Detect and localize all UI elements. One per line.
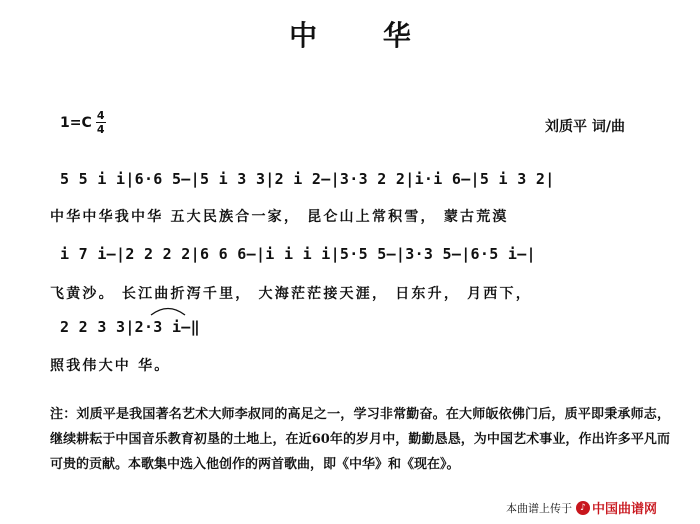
- song-title: 中 华: [289, 19, 439, 52]
- time-signature: [96, 110, 106, 135]
- key-signature: [60, 110, 106, 135]
- site-logo-text: 中国曲谱网: [592, 502, 658, 517]
- logo-icon: ♪: [576, 501, 590, 515]
- upload-credit: [506, 498, 657, 517]
- key-label: 1=C: [60, 114, 92, 131]
- lyrics-line-1: 中华中华我中华 五大民族合一家， 昆仑山上常积雪， 蒙古荒漠: [50, 209, 509, 225]
- author-credit: 刘质平 词/曲: [545, 119, 625, 135]
- notation-line-2: i 7 i—|2 2 2 2|6 6 6—|i i i i|5·5 5—|3·3 5—|6·5 i—|: [60, 245, 536, 263]
- upload-label: 本曲谱上传于: [506, 501, 572, 515]
- site-logo[interactable]: [576, 498, 657, 517]
- notation-line-3: 2 2 3 3|2·3 i—‖: [60, 318, 200, 336]
- lyrics-line-2: 飞黄沙。 长江曲折泻千里， 大海茫茫接天涯， 日东升， 月西下，: [50, 286, 532, 302]
- time-signature-top: 4: [96, 109, 105, 122]
- time-signature-bottom: 4: [96, 123, 105, 136]
- notation-line-1: 5 5 i i|6·6 5—|5 i 3 3|2 i 2—|3·3 2 2|i·i 6—|5 i 3 2|: [60, 170, 555, 188]
- annotation-paragraph: 注：刘质平是我国著名艺术大师李叔同的高足之一，学习非常勤奋。在大师皈依佛门后，质平即秉承师志，继续耕耘于中国音乐教育初垦的土地上，在近60年的岁月中，勤勤恳恳，为中国艺术事业，作出许多平凡而可贵的贡献。本歌集中选入他创作的两首歌曲，即《中华》和《现在》。: [50, 407, 670, 472]
- lyrics-line-3: 照我伟大中 华。: [50, 358, 171, 374]
- slur-mark: [148, 304, 188, 316]
